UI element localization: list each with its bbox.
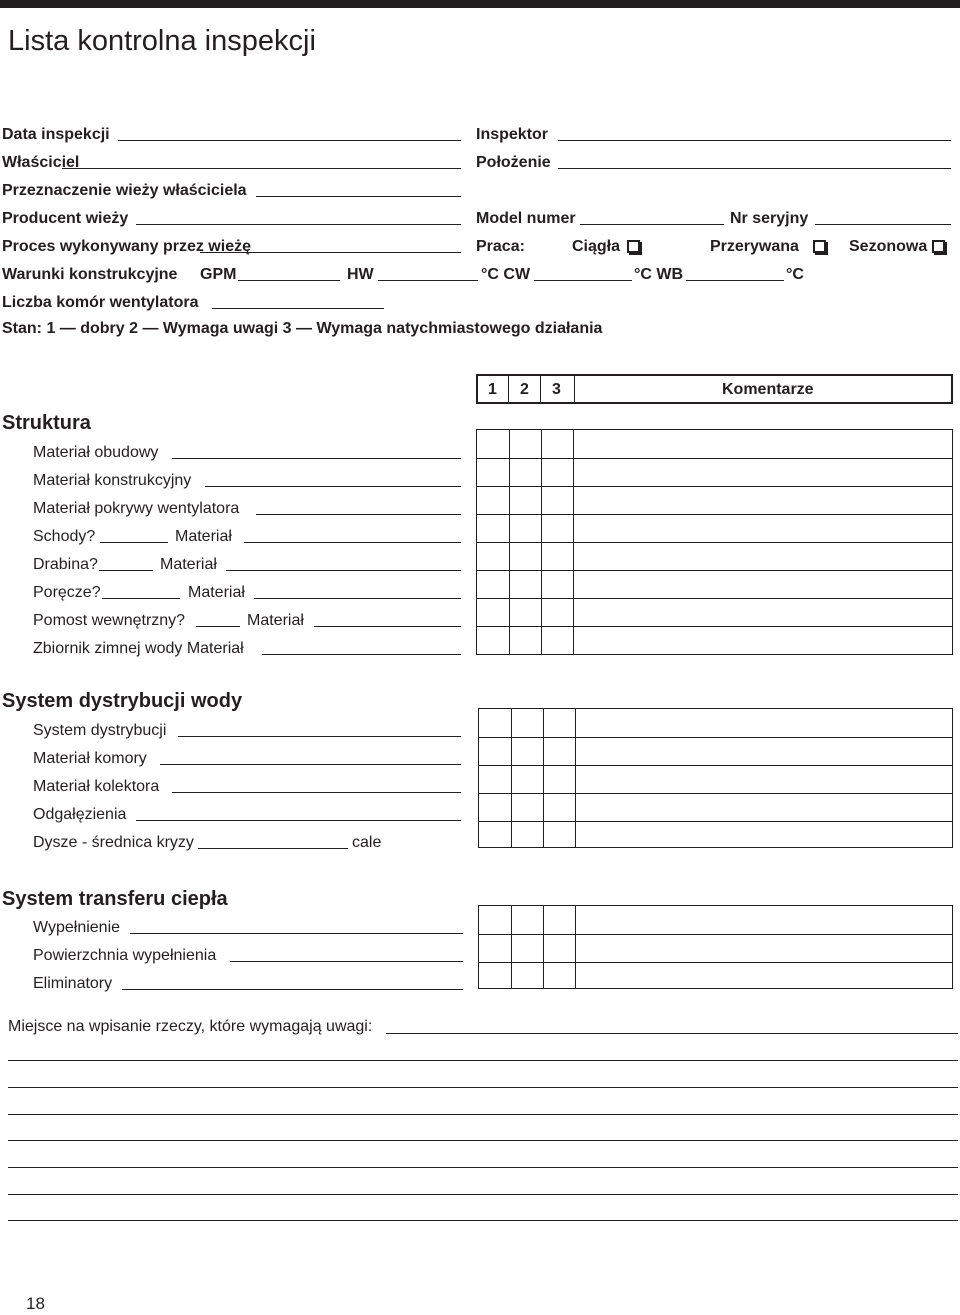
rating-3-header: 3 — [552, 381, 561, 398]
stairs-label: Schody? — [33, 528, 96, 545]
process-field[interactable] — [200, 252, 461, 253]
nozzle-orifice-label: Dysze - średnica kryzy — [33, 834, 194, 851]
cold-water-basin-label: Zbiornik zimnej wody Materiał — [33, 640, 244, 657]
column-divider — [540, 376, 541, 402]
fan-deck-material-field[interactable] — [256, 514, 461, 515]
cold-water-basin-field[interactable] — [262, 654, 461, 655]
location-field[interactable] — [558, 168, 951, 169]
notes-line[interactable] — [8, 1087, 958, 1088]
distribution-rating-grid[interactable] — [478, 708, 953, 848]
tower-purpose-field[interactable] — [256, 196, 461, 197]
intermittent-label: Przerywana — [710, 238, 799, 255]
seasonal-checkbox[interactable] — [932, 240, 945, 253]
structural-material-field[interactable] — [205, 486, 461, 487]
fill-surface-label: Powierzchnia wypełnienia — [33, 947, 217, 964]
fan-cells-field[interactable] — [212, 308, 384, 309]
owner-field[interactable] — [62, 168, 461, 169]
handrails-label: Poręcze? — [33, 584, 101, 601]
header-material-field[interactable] — [172, 792, 461, 793]
notes-line[interactable] — [8, 1114, 958, 1115]
eliminators-label: Eliminatory — [33, 975, 113, 992]
notes-line[interactable] — [8, 1220, 958, 1221]
eliminators-field[interactable] — [122, 989, 463, 990]
owner-label: Właściciel — [2, 154, 80, 171]
fan-deck-material-label: Materiał pokrywy wentylatora — [33, 500, 240, 517]
column-divider — [574, 376, 575, 402]
header-material-label: Materiał kolektora — [33, 778, 160, 795]
distribution-system-label: System dystrybucji — [33, 722, 167, 739]
interior-walkway-label: Pomost wewnętrzny? — [33, 612, 186, 629]
column-divider — [508, 376, 509, 402]
handrails-material-label: Materiał — [188, 584, 245, 601]
serial-label: Nr seryjny — [730, 210, 809, 227]
ladder-label: Drabina? — [33, 556, 98, 573]
wb-label: °C WB — [634, 266, 684, 283]
stairs-field[interactable] — [100, 542, 168, 543]
ladder-material-field[interactable] — [226, 570, 461, 571]
manufacturer-field[interactable] — [136, 224, 461, 225]
model-field[interactable] — [580, 224, 724, 225]
process-label: Proces wykonywany przez wieżę — [2, 238, 251, 255]
gpm-label: GPM — [200, 266, 237, 283]
page-title: Lista kontrolna inspekcji — [8, 25, 316, 57]
ladder-material-label: Materiał — [160, 556, 217, 573]
serial-field[interactable] — [815, 224, 951, 225]
notes-line[interactable] — [8, 1060, 958, 1061]
heat-transfer-rating-grid[interactable] — [478, 905, 953, 989]
top-rule — [0, 0, 960, 8]
interior-walkway-field[interactable] — [196, 626, 240, 627]
continuous-label: Ciągła — [572, 238, 621, 255]
ladder-field[interactable] — [99, 570, 153, 571]
inspection-date-field[interactable] — [118, 140, 461, 141]
distribution-system-field[interactable] — [178, 736, 461, 737]
inches-unit: cale — [352, 834, 382, 851]
chamber-material-label: Materiał komory — [33, 750, 147, 767]
stairs-material-field[interactable] — [244, 542, 461, 543]
walkway-material-field[interactable] — [314, 626, 461, 627]
casing-material-field[interactable] — [172, 458, 461, 459]
location-label: Położenie — [476, 154, 551, 171]
rating-1-header: 1 — [488, 381, 497, 398]
condition-legend: Stan: 1 — dobry 2 — Wymaga uwagi 3 — Wymaga natychmiastowego działania — [2, 320, 603, 337]
operation-label: Praca: — [476, 238, 525, 255]
inspector-label: Inspektor — [476, 126, 549, 143]
laterals-field[interactable] — [136, 820, 461, 821]
intermittent-checkbox[interactable] — [813, 240, 826, 253]
handrails-material-field[interactable] — [254, 598, 461, 599]
tower-purpose-label: Przeznaczenie wieży właściciela — [2, 182, 247, 199]
fill-label: Wypełnienie — [33, 919, 121, 936]
laterals-label: Odgałęzienia — [33, 806, 127, 823]
notes-line[interactable] — [8, 1194, 958, 1195]
page-number: 18 — [26, 1294, 45, 1313]
cw-label: °C CW — [481, 266, 531, 283]
stairs-material-label: Materiał — [175, 528, 232, 545]
fill-field[interactable] — [130, 933, 463, 934]
structure-section-title: Struktura — [2, 412, 91, 434]
c-label: °C — [786, 266, 804, 283]
hw-label: HW — [347, 266, 374, 283]
notes-line[interactable] — [8, 1140, 958, 1141]
continuous-checkbox[interactable] — [627, 240, 640, 253]
wb-field[interactable] — [686, 280, 784, 281]
structural-material-label: Materiał konstrukcyjny — [33, 472, 192, 489]
comments-header: Komentarze — [722, 381, 814, 398]
rating-2-header: 2 — [520, 381, 529, 398]
manufacturer-label: Producent wieży — [2, 210, 129, 227]
fill-surface-field[interactable] — [230, 961, 463, 962]
chamber-material-field[interactable] — [160, 764, 461, 765]
notes-line[interactable] — [8, 1167, 958, 1168]
design-conditions-label: Warunki konstrukcyjne — [2, 266, 178, 283]
distribution-section-title: System dystrybucji wody — [2, 690, 243, 712]
walkway-material-label: Materiał — [247, 612, 304, 629]
handrails-field[interactable] — [102, 598, 180, 599]
cw-field[interactable] — [534, 280, 632, 281]
rating-table-header — [476, 374, 953, 404]
notes-label: Miejsce na wpisanie rzeczy, które wymagają uwagi: — [8, 1018, 373, 1035]
fan-cells-label: Liczba komór wentylatora — [2, 294, 199, 311]
casing-material-label: Materiał obudowy — [33, 444, 159, 461]
hw-field[interactable] — [378, 280, 478, 281]
heat-transfer-section-title: System transferu ciepła — [2, 888, 228, 910]
nozzle-orifice-field[interactable] — [198, 848, 348, 849]
inspector-field[interactable] — [558, 140, 951, 141]
inspection-date-label: Data inspekcji — [2, 126, 110, 143]
structure-rating-grid[interactable] — [476, 429, 953, 655]
notes-line[interactable] — [386, 1033, 958, 1034]
gpm-field[interactable] — [238, 280, 340, 281]
model-label: Model numer — [476, 210, 576, 227]
seasonal-label: Sezonowa — [849, 238, 928, 255]
